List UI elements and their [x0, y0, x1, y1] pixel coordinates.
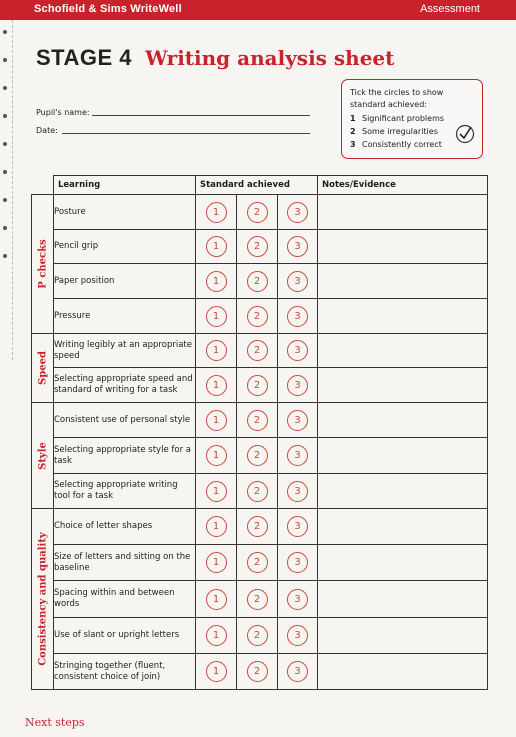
- table-row: [32, 230, 488, 264]
- table-row: [32, 618, 488, 654]
- category-cell: [32, 334, 54, 403]
- score-cell: [196, 403, 237, 438]
- score-circle-3[interactable]: 3: [287, 306, 308, 327]
- notes-cell[interactable]: [318, 545, 488, 581]
- criterion-text: Selecting appropriate speed and standard of writing for a task: [54, 368, 196, 403]
- criterion-text: Paper position: [54, 264, 196, 299]
- score-circle-1[interactable]: 1: [206, 202, 227, 223]
- score-circle-3[interactable]: 3: [287, 445, 308, 466]
- score-circle-1[interactable]: 1: [206, 445, 227, 466]
- notes-cell[interactable]: [318, 264, 488, 299]
- notes-cell[interactable]: [318, 509, 488, 545]
- score-circle-1[interactable]: 1: [206, 271, 227, 292]
- score-circle-3[interactable]: 3: [287, 236, 308, 257]
- score-circle-1[interactable]: 1: [206, 589, 227, 610]
- score-cell: [196, 545, 237, 581]
- table-row: [32, 264, 488, 299]
- score-circle-3[interactable]: 3: [287, 516, 308, 537]
- score-cell: [278, 545, 318, 581]
- table-row: [32, 581, 488, 618]
- table-row: [32, 403, 488, 438]
- criterion-text: Choice of letter shapes: [54, 509, 196, 545]
- score-circle-3[interactable]: 3: [287, 625, 308, 646]
- stage-label: STAGE 4: [36, 45, 133, 70]
- analysis-table: [31, 175, 488, 690]
- score-circle-2[interactable]: 2: [247, 410, 268, 431]
- table-row: [32, 299, 488, 334]
- score-cell: [237, 581, 278, 618]
- sheet-name: Writing analysis sheet: [145, 46, 395, 70]
- pupil-name-field: [36, 108, 90, 117]
- score-circle-1[interactable]: 1: [206, 625, 227, 646]
- criterion-text: Consistent use of personal style: [54, 403, 196, 438]
- score-cell: [196, 299, 237, 334]
- score-cell: [278, 368, 318, 403]
- notes-cell[interactable]: [318, 403, 488, 438]
- header-bar: [0, 0, 516, 20]
- brand-title: Schofield & Sims WriteWell: [34, 3, 182, 15]
- score-circle-3[interactable]: 3: [287, 481, 308, 502]
- table-row: [32, 474, 488, 509]
- table-row: [32, 438, 488, 474]
- score-cell: [278, 618, 318, 654]
- score-cell: [237, 509, 278, 545]
- notes-cell[interactable]: [318, 618, 488, 654]
- score-cell: [196, 654, 237, 690]
- score-cell: [278, 230, 318, 264]
- criterion-text: Pencil grip: [54, 230, 196, 264]
- score-circle-2[interactable]: 2: [247, 589, 268, 610]
- score-cell: [196, 195, 237, 230]
- score-cell: [278, 438, 318, 474]
- score-circle-1[interactable]: 1: [206, 661, 227, 682]
- key-box: [341, 79, 483, 159]
- score-circle-2[interactable]: 2: [247, 625, 268, 646]
- criterion-text: Spacing within and between words: [54, 581, 196, 618]
- criterion-text: Use of slant or upright letters: [54, 618, 196, 654]
- criterion-text: Writing legibly at an appropriate speed: [54, 334, 196, 368]
- score-circle-1[interactable]: 1: [206, 340, 227, 361]
- criterion-text: Selecting appropriate writing tool for a task: [54, 474, 196, 509]
- key-instruction-1: Tick the circles to show: [350, 88, 444, 97]
- table-row: [32, 545, 488, 581]
- score-cell: [237, 654, 278, 690]
- score-cell: [237, 230, 278, 264]
- category-cell: [32, 403, 54, 509]
- score-circle-2[interactable]: 2: [247, 271, 268, 292]
- score-circle-2[interactable]: 2: [247, 516, 268, 537]
- score-cell: [278, 264, 318, 299]
- criterion-text: Pressure: [54, 299, 196, 334]
- score-circle-3[interactable]: 3: [287, 340, 308, 361]
- score-cell: [196, 368, 237, 403]
- score-cell: [237, 264, 278, 299]
- key-item-1: 1 Significant problems: [350, 114, 445, 123]
- score-circle-3[interactable]: 3: [287, 202, 308, 223]
- score-circle-1[interactable]: 1: [206, 552, 227, 573]
- score-cell: [237, 474, 278, 509]
- score-circle-2[interactable]: 2: [247, 445, 268, 466]
- score-cell: [278, 334, 318, 368]
- score-cell: [237, 334, 278, 368]
- score-circle-2[interactable]: 2: [247, 202, 268, 223]
- notes-cell[interactable]: [318, 581, 488, 618]
- table-row: [32, 334, 488, 368]
- score-cell: [237, 299, 278, 334]
- score-circle-2[interactable]: 2: [247, 481, 268, 502]
- section-label: Assessment: [420, 3, 480, 15]
- score-cell: [237, 195, 278, 230]
- category-label: P checks: [37, 239, 48, 289]
- date-field: [36, 126, 58, 135]
- score-circle-2[interactable]: 2: [247, 375, 268, 396]
- score-circle-1[interactable]: 1: [206, 410, 227, 431]
- score-circle-3[interactable]: 3: [287, 375, 308, 396]
- score-cell: [278, 299, 318, 334]
- table-row: [32, 509, 488, 545]
- score-circle-1[interactable]: 1: [206, 236, 227, 257]
- notes-cell[interactable]: [318, 299, 488, 334]
- tick-in-circle-icon: [455, 124, 475, 144]
- score-cell: [237, 438, 278, 474]
- score-cell: [196, 581, 237, 618]
- score-cell: [237, 545, 278, 581]
- score-circle-1[interactable]: 1: [206, 375, 227, 396]
- pupil-name-label: Pupil's name:: [36, 108, 90, 117]
- score-circle-2[interactable]: 2: [247, 236, 268, 257]
- notes-cell[interactable]: [318, 654, 488, 690]
- score-cell: [196, 334, 237, 368]
- score-cell: [237, 368, 278, 403]
- score-cell: [278, 654, 318, 690]
- notes-cell[interactable]: [318, 368, 488, 403]
- score-cell: [278, 195, 318, 230]
- corner-cell: [32, 176, 54, 195]
- table-row: [32, 195, 488, 230]
- notes-cell[interactable]: [318, 334, 488, 368]
- score-circle-3[interactable]: 3: [287, 271, 308, 292]
- score-cell: [278, 403, 318, 438]
- category-cell: [32, 195, 54, 334]
- score-cell: [278, 509, 318, 545]
- notes-cell[interactable]: [318, 474, 488, 509]
- category-label: Speed: [37, 351, 48, 385]
- score-cell: [196, 474, 237, 509]
- score-circle-3[interactable]: 3: [287, 661, 308, 682]
- score-circle-1[interactable]: 1: [206, 306, 227, 327]
- table-row: [32, 368, 488, 403]
- score-cell: [278, 581, 318, 618]
- score-cell: [278, 474, 318, 509]
- score-cell: [237, 403, 278, 438]
- score-circle-3[interactable]: 3: [287, 589, 308, 610]
- score-circle-2[interactable]: 2: [247, 306, 268, 327]
- page-title: [36, 45, 394, 71]
- notes-header: Notes/Evidence: [318, 176, 488, 195]
- criterion-text: Stringing together (fluent, consistent choice of join): [54, 654, 196, 690]
- date-label: Date:: [36, 126, 58, 135]
- score-cell: [196, 618, 237, 654]
- standard-header: Standard achieved: [196, 176, 318, 195]
- category-label: Consistency and quality: [37, 532, 48, 666]
- score-cell: [196, 230, 237, 264]
- score-cell: [196, 264, 237, 299]
- score-circle-2[interactable]: 2: [247, 552, 268, 573]
- key-item-3: 3 Consistently correct: [350, 140, 442, 149]
- table-row: [32, 654, 488, 690]
- criterion-text: Size of letters and sitting on the baseline: [54, 545, 196, 581]
- category-cell: [32, 509, 54, 690]
- score-circle-3[interactable]: 3: [287, 410, 308, 431]
- score-circle-2[interactable]: 2: [247, 661, 268, 682]
- notes-cell[interactable]: [318, 195, 488, 230]
- score-circle-1[interactable]: 1: [206, 516, 227, 537]
- score-circle-3[interactable]: 3: [287, 552, 308, 573]
- category-label: Style: [37, 441, 48, 470]
- criterion-text: Posture: [54, 195, 196, 230]
- next-steps-heading: Next steps: [25, 716, 85, 729]
- notes-cell[interactable]: [318, 230, 488, 264]
- binding-edge: [0, 20, 13, 360]
- score-cell: [196, 509, 237, 545]
- key-instruction-2: standard achieved:: [350, 100, 427, 109]
- score-cell: [237, 618, 278, 654]
- notes-cell[interactable]: [318, 438, 488, 474]
- score-circle-2[interactable]: 2: [247, 340, 268, 361]
- score-circle-1[interactable]: 1: [206, 481, 227, 502]
- score-cell: [196, 438, 237, 474]
- criterion-text: Selecting appropriate style for a task: [54, 438, 196, 474]
- key-item-2: 2 Some irregularities: [350, 127, 438, 136]
- learning-header: Learning: [54, 176, 196, 195]
